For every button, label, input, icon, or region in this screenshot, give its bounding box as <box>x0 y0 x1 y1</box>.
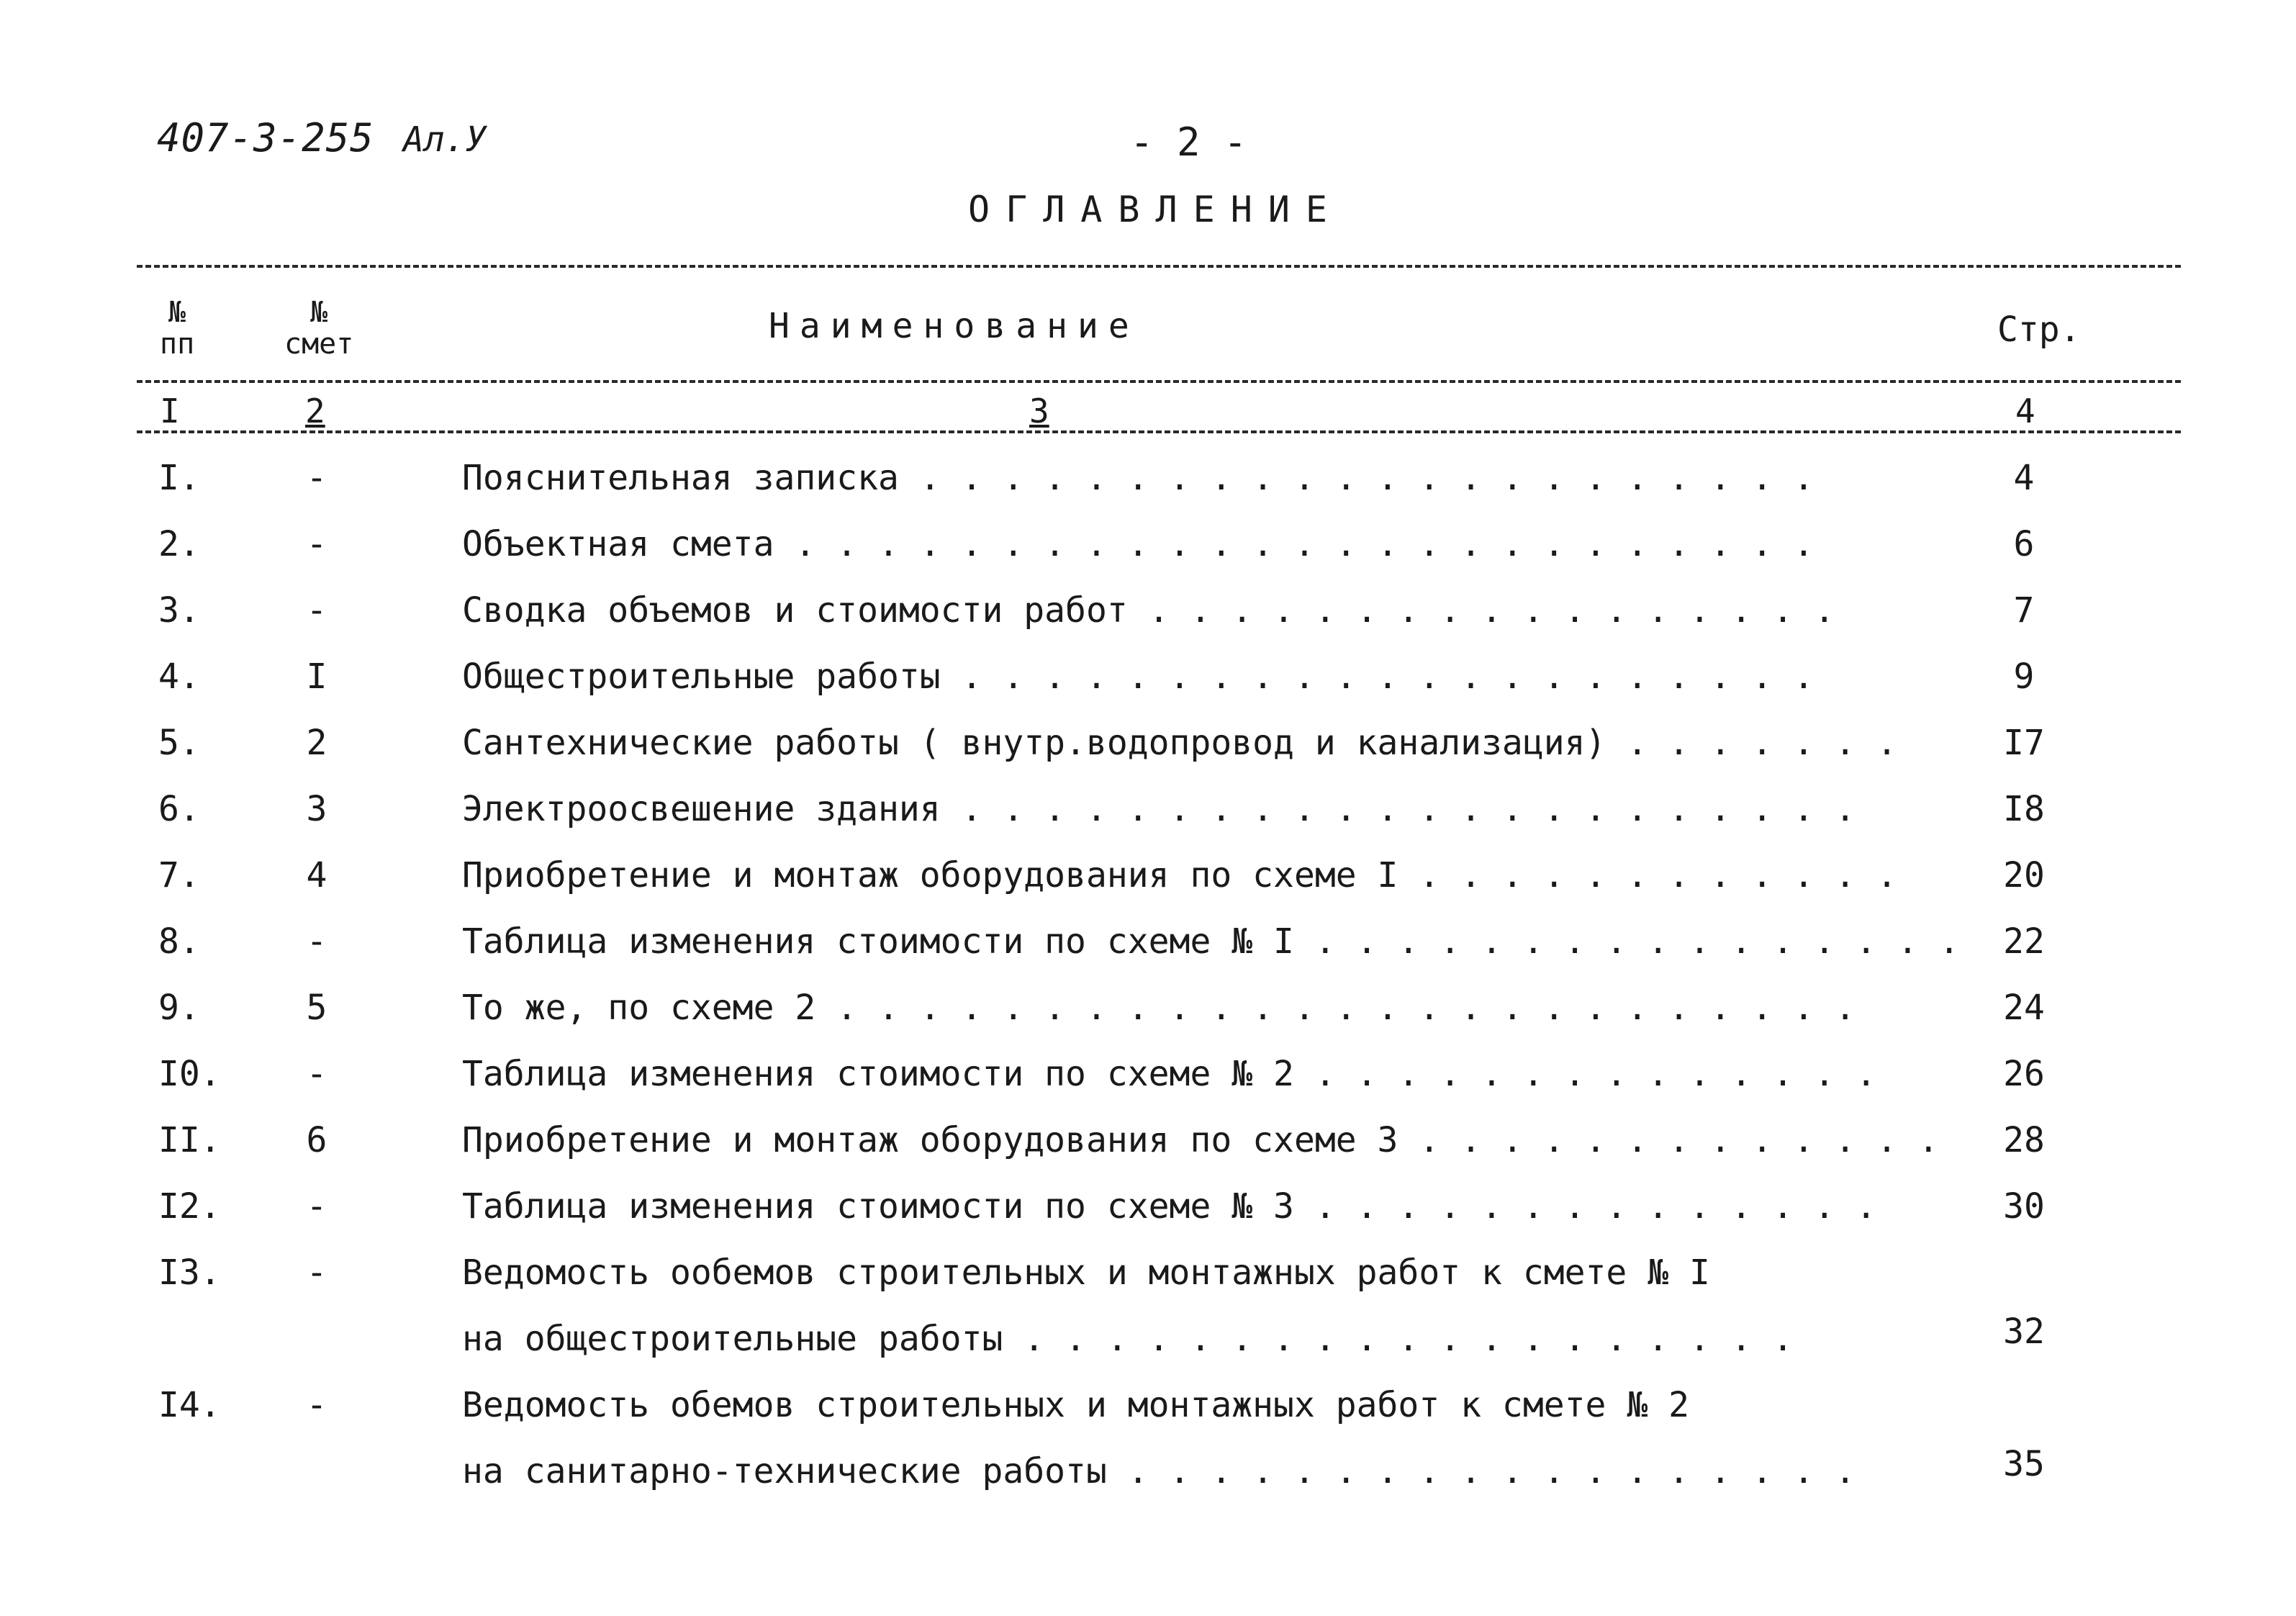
row-title: Таблица изменения стоимости по схеме № 2 . . . . . . . . . . . . . . <box>462 1054 1877 1094</box>
row-smeta: I <box>306 656 327 697</box>
row-smeta: 6 <box>306 1120 327 1160</box>
document-code: 407-3-255 <box>157 115 374 161</box>
row-title: Электроосвешение здания . . . . . . . . . . . . . . . . . . . . . . <box>462 789 1856 829</box>
row-number: I. <box>158 458 200 498</box>
row-smeta: - <box>306 458 327 498</box>
row-smeta: 3 <box>306 789 327 829</box>
row-title: То же, по схеме 2 . . . . . . . . . . . . . . . . . . . . . . . . . <box>462 988 1856 1028</box>
row-number: I2. <box>158 1186 221 1227</box>
row-smeta: - <box>306 921 327 962</box>
header-separator <box>137 380 2181 383</box>
col-header-name: Наименование <box>769 306 1139 346</box>
row-smeta: 2 <box>306 723 327 763</box>
table-top-border <box>137 265 2181 268</box>
album-number: Ал.У <box>403 119 487 160</box>
col-number-1: I <box>160 392 180 430</box>
row-page: 30 <box>2003 1186 2045 1227</box>
row-smeta: - <box>306 524 327 564</box>
row-number: 6. <box>158 789 200 829</box>
row-page: I8 <box>2003 789 2045 829</box>
row-title: Таблица изменения стоимости по схеме № 3 . . . . . . . . . . . . . . <box>462 1186 1877 1227</box>
row-number: 4. <box>158 656 200 697</box>
row-title-line1: Ведомость ообемов строительных и монтажных работ к смете № I <box>462 1252 1710 1293</box>
row-title-line1: Ведомость обемов строительных и монтажных работ к смете № 2 <box>462 1385 1690 1425</box>
col-header-smeta-line1: № <box>310 296 328 329</box>
col-number-2: 2 <box>305 392 325 430</box>
row-number: 3. <box>158 590 200 631</box>
row-smeta: - <box>306 1252 327 1293</box>
row-number: I3. <box>158 1252 221 1293</box>
row-page: 22 <box>2003 921 2045 962</box>
row-smeta: - <box>306 1186 327 1227</box>
row-smeta: 5 <box>306 988 327 1028</box>
numbering-separator <box>137 430 2181 433</box>
page-title: ОГЛАВЛЕНИЕ <box>968 189 1344 230</box>
col-header-num-line2: пп <box>160 328 195 361</box>
row-page: 4 <box>2013 458 2035 498</box>
row-page: 9 <box>2013 656 2035 697</box>
row-page: 6 <box>2013 524 2035 564</box>
row-smeta: - <box>306 1385 327 1425</box>
row-smeta: 4 <box>306 855 327 895</box>
row-title: Объектная смета . . . . . . . . . . . . . . . . . . . . . . . . . <box>462 524 1814 564</box>
row-page: 35 <box>2003 1444 2045 1484</box>
col-header-smeta-line2: смет <box>284 328 354 361</box>
row-number: 9. <box>158 988 200 1028</box>
row-number: 2. <box>158 524 200 564</box>
row-page: I7 <box>2003 723 2045 763</box>
row-number: I0. <box>158 1054 221 1094</box>
row-number: II. <box>158 1120 221 1160</box>
row-title: Приобретение и монтаж оборудования по схеме 3 . . . . . . . . . . . . . <box>462 1120 1939 1160</box>
row-page: 32 <box>2003 1312 2045 1352</box>
col-number-3: 3 <box>1029 392 1049 430</box>
row-title: Приобретение и монтаж оборудования по схеме I . . . . . . . . . . . . <box>462 855 1897 895</box>
row-number: 8. <box>158 921 200 962</box>
row-title: Сантехнические работы ( внутр.водопровод и канализация) . . . . . . . <box>462 723 1897 763</box>
row-title: Пояснительная записка . . . . . . . . . . . . . . . . . . . . . . <box>462 458 1814 498</box>
row-page: 7 <box>2013 590 2035 631</box>
col-header-smeta <box>284 297 353 360</box>
row-title: Сводка объемов и стоимости работ . . . . . . . . . . . . . . . . . <box>462 590 1835 631</box>
row-page: 26 <box>2003 1054 2045 1094</box>
page-number: - 2 - <box>1130 119 1247 165</box>
row-smeta: - <box>306 1054 327 1094</box>
row-title: Общестроительные работы . . . . . . . . . . . . . . . . . . . . . <box>462 656 1814 697</box>
col-number-4: 4 <box>2015 392 2035 430</box>
row-number: 5. <box>158 723 200 763</box>
row-page: 28 <box>2003 1120 2045 1160</box>
col-header-num <box>160 297 194 360</box>
row-title-line2: на санитарно-технические работы . . . . . . . . . . . . . . . . . . <box>462 1451 1856 1491</box>
row-page: 20 <box>2003 855 2045 895</box>
row-number: I4. <box>158 1385 221 1425</box>
row-number: 7. <box>158 855 200 895</box>
row-page: 24 <box>2003 988 2045 1028</box>
col-header-num-line1: № <box>168 296 186 329</box>
row-smeta: - <box>306 590 327 631</box>
row-title: Таблица изменения стоимости по схеме № I . . . . . . . . . . . . . . . . <box>462 921 1960 962</box>
row-title-line2: на общестроительные работы . . . . . . . . . . . . . . . . . . . <box>462 1319 1794 1359</box>
col-header-page: Стр. <box>1997 310 2081 350</box>
